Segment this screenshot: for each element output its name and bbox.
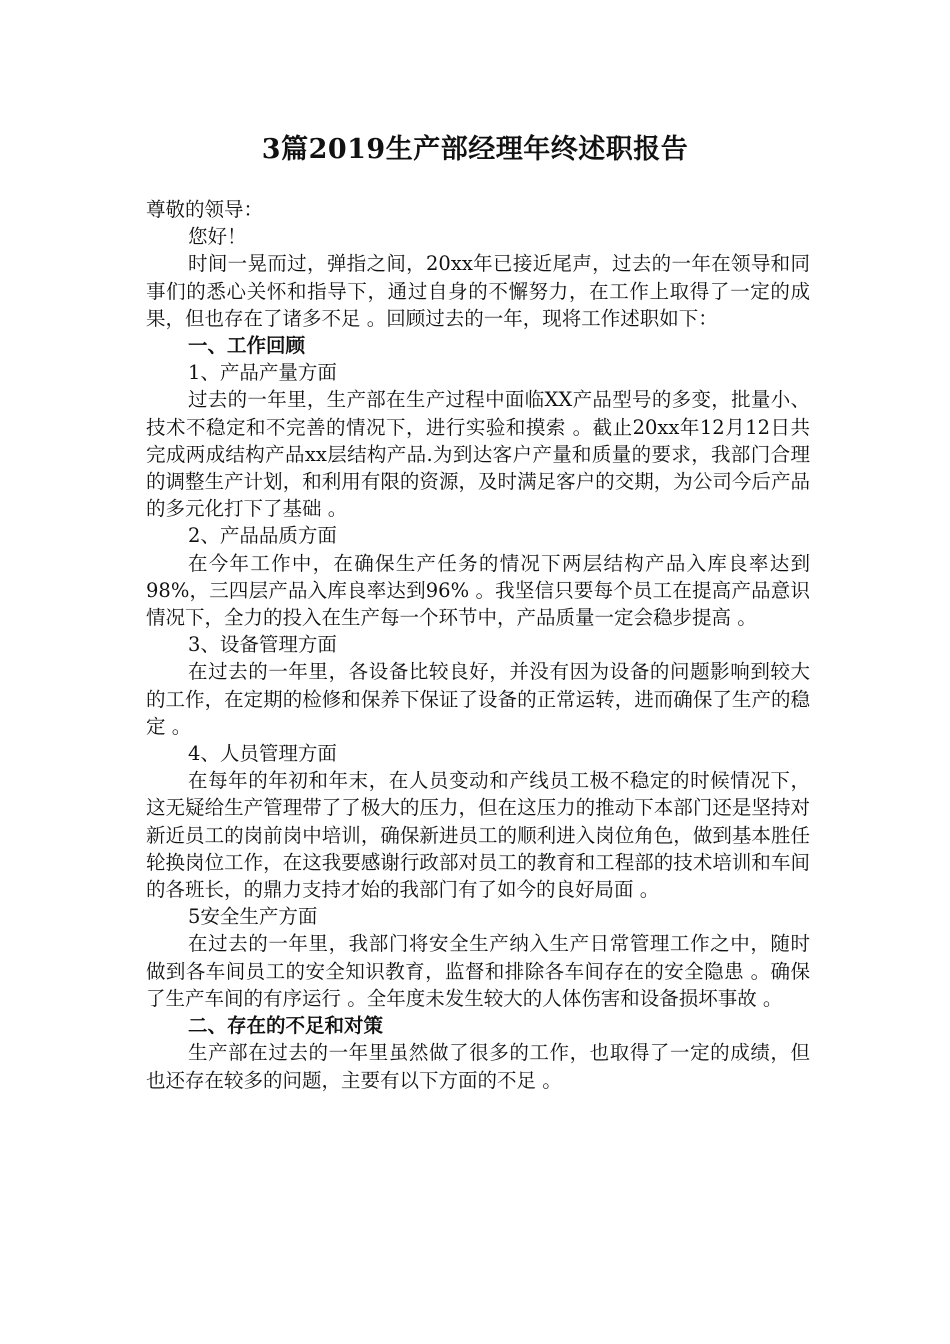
subsection-text-personnel: 在每年的年初和年末，在人员变动和产线员工极不稳定的时候情况下，这无疑给生产管理带了了极大的压力，但在这压力的推动下本部门还是坚持对新近员工的岗前岗中培训，确保新进员工的顺利进入岗位角色，做到基本胜任轮换岗位工作，在这我要感谢行政部对员工的教育和工程部的技术培训和车间的各班长，的鼎力支持才始的我部门有了如今的良好局面 。 [146, 769, 810, 902]
section-text-shortcomings: 生产部在过去的一年里虽然做了很多的工作，也取得了一定的成绩，但也还存在较多的问题，主要有以下方面的不足 。 [146, 1041, 810, 1092]
subsection-heading-output: 1、产品产量方面 [188, 361, 337, 385]
subsection-heading-quality: 2、产品品质方面 [188, 524, 337, 548]
section-heading-work-review: 一、工作回顾 [188, 334, 306, 358]
salutation: 尊敬的领导： [146, 198, 264, 221]
document-body [146, 196, 810, 1094]
subsection-text-output: 过去的一年里，生产部在生产过程中面临XX产品型号的多变，批量小、技术不稳定和不完善的情况下，进行实验和摸索 。截止20xx年12月12日共完成两成结构产品xx层结构产品.为到达客户产量和质量的要求，我部门合理的调整生产计划，和利用有限的资源，及时满足客户的交期，为公司今后产品的多元化打下了基础 。 [146, 388, 810, 521]
subsection-text-quality: 在今年工作中，在确保生产任务的情况下两层结构产品入库良率达到98%，三四层产品入库良率达到96% 。我坚信只要每个员工在提高产品意识情况下，全力的投入在生产每一个环节中，产品质量一定会稳步提高 。 [146, 551, 810, 630]
subsection-text-equipment: 在过去的一年里，各设备比较良好，并没有因为设备的问题影响到较大的工作，在定期的检修和保养下保证了设备的正常运转，进而确保了生产的稳定 。 [146, 660, 810, 738]
subsection-heading-personnel: 4、人员管理方面 [188, 742, 337, 766]
intro-paragraph: 时间一晃而过，弹指之间，20xx年已接近尾声，过去的一年在领导和同事们的悉心关怀和指导下，通过自身的不懈努力，在工作上取得了一定的成果，但也存在了诸多不足 。回顾过去的一年，现将工作述职如下： [146, 252, 810, 330]
subsection-heading-safety: 5安全生产方面 [188, 905, 318, 929]
subsection-text-safety: 在过去的一年里，我部门将安全生产纳入生产日常管理工作之中，随时做到各车间员工的安全知识教育，监督和排除各车间存在的安全隐患 。确保了生产车间的有序运行 。全年度未发生较大的人体伤害和设备损坏事故 。 [146, 932, 810, 1010]
document-title: 3篇2019生产部经理年终述职报告 [261, 134, 689, 165]
greeting: 您好！ [188, 225, 247, 249]
section-heading-shortcomings: 二、存在的不足和对策 [188, 1014, 384, 1038]
subsection-heading-equipment: 3、设备管理方面 [188, 633, 337, 657]
